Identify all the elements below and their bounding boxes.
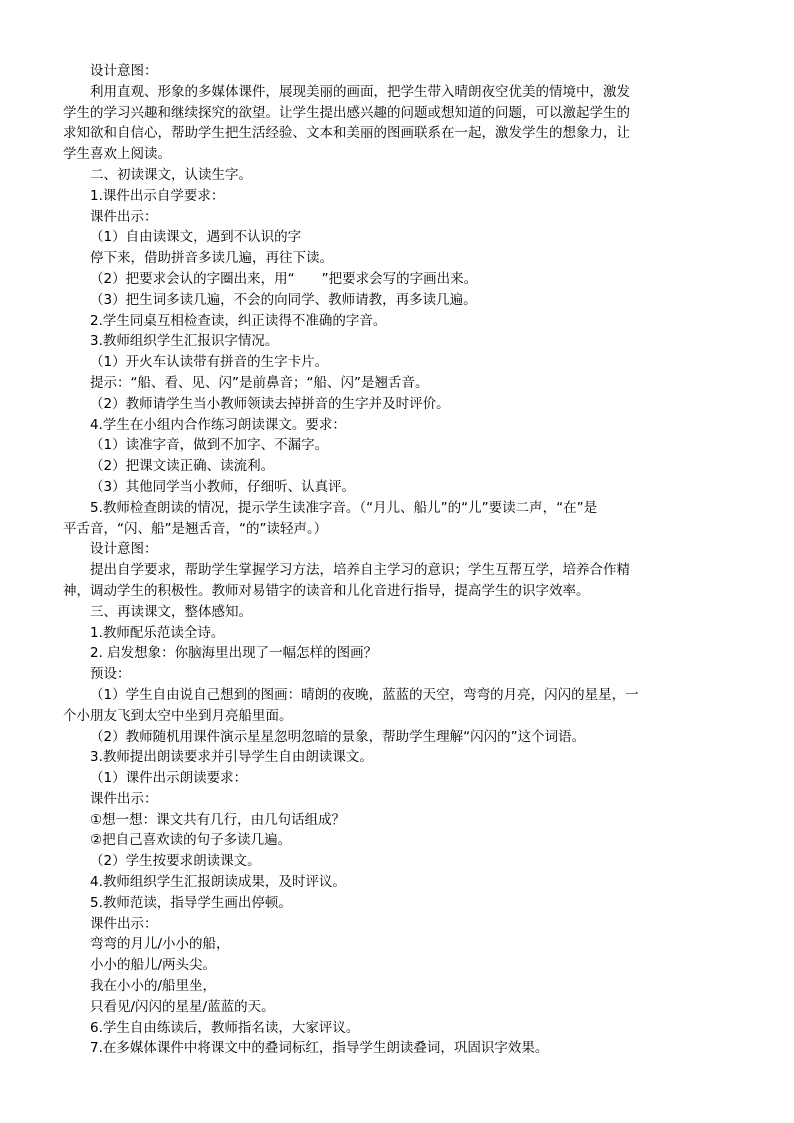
text-line: （2）把课文读正确、读流利。 xyxy=(90,458,275,475)
text-line: 预设： xyxy=(90,666,131,683)
text-line: 课件出示： xyxy=(90,208,158,225)
text-line: 设计意图： xyxy=(90,63,158,79)
text-line: （1）开火车认读带有拼音的生字卡片。 xyxy=(90,354,329,371)
text-line: （2）把要求会认的字圈出来，用“ ”把要求会写的字画出来。 xyxy=(90,270,478,287)
text-line: 提出自学要求，帮助学生掌握学习方法，培养自主学习的意识；学生互帮互学，培养合作精 xyxy=(90,562,630,579)
text-line: 3.教师提出朗读要求并引导学生自由朗读课文。 xyxy=(90,749,373,766)
text-line: 三、再读课文，整体感知。 xyxy=(90,603,252,620)
text-line: （3）把生词多读几遍，不会的向同学、教师请教，再多读几遍。 xyxy=(90,291,477,308)
text-line: 求知欲和自信心，帮助学生把生活经验、文本和美丽的图画联系在一起，激发学生的想象力，让 xyxy=(63,125,630,142)
text-line: 2.学生同桌互相检查读，纠正读得不准确的字音。 xyxy=(90,312,387,329)
text-line: （1）自由读课文，遇到不认识的字 xyxy=(90,229,302,246)
text-line: ②把自己喜欢读的句子多读几遍。 xyxy=(90,832,292,849)
text-line: 5.教师检查朗读的情况，提示学生读准字音。（“月儿、船儿”的“儿”要读二声，“在”是 xyxy=(90,499,598,516)
text-line: 学生的学习兴趣和继续探究的欲望。让学生提出感兴趣的问题或想知道的问题，可以激起学生的 xyxy=(63,104,630,121)
text-line: 平舌音，“闪、船”是翘舌音，“的”读轻声。） xyxy=(63,520,328,537)
text-line: 4.教师组织学生汇报朗读成果，及时评议。 xyxy=(90,874,346,891)
text-line: 个小朋友飞到太空中坐到月亮船里面。 xyxy=(63,707,293,724)
text-line: 5.教师范读，指导学生画出停顿。 xyxy=(90,894,292,911)
text-line: （2）教师请学生当小教师领读去掉拼音的生字并及时评价。 xyxy=(90,395,450,412)
text-line: 只看见/闪闪的星星/蓝蓝的天。 xyxy=(90,998,275,1015)
text-line: 弯弯的月儿/小小的船， xyxy=(90,936,230,953)
text-line: 停下来，借助拼音多读几遍，再往下读。 xyxy=(90,250,333,267)
text-line: 利用直观、形象的多媒体课件，展现美丽的画面，把学生带入晴朗夜空优美的情境中，激发 xyxy=(90,83,630,100)
text-line: 4.学生在小组内合作练习朗读课文。要求： xyxy=(90,416,346,433)
text-line: ①想一想：课文共有几行，由几句话组成？ xyxy=(90,811,346,828)
text-line: 3.教师组织学生汇报识字情况。 xyxy=(90,333,279,350)
text-line: 二、初读课文，认读生字。 xyxy=(90,166,252,183)
text-line: 6.学生自由练读后，教师指名读，大家评议。 xyxy=(90,1019,360,1036)
text-line: 小小的船儿/两头尖。 xyxy=(90,957,217,974)
text-line: 我在小小的/船里坐， xyxy=(90,978,217,995)
text-line: 7.在多媒体课件中将课文中的叠词标红，指导学生朗读叠词，巩固识字效果。 xyxy=(90,1040,549,1057)
text-line: 课件出示： xyxy=(90,790,158,807)
text-line: （3）其他同学当小教师，仔细听、认真评。 xyxy=(90,478,356,495)
text-line: 神，调动学生的积极性。教师对易错字的读音和儿化音进行指导，提高学生的识字效率。 xyxy=(63,582,590,599)
text-line: （1）学生自由说自己想到的图画：晴朗的夜晚，蓝蓝的天空，弯弯的月亮，闪闪的星星，一 xyxy=(90,686,639,703)
text-line: 学生喜欢上阅读。 xyxy=(63,146,171,163)
document-body xyxy=(63,61,733,1059)
text-line: 设计意图： xyxy=(90,541,158,558)
text-line: 1.教师配乐范读全诗。 xyxy=(90,624,225,641)
text-line: 1.课件出示自学要求： xyxy=(90,187,225,204)
text-line: 提示：“船、看、见、闪”是前鼻音；“船、闪”是翘舌音。 xyxy=(90,374,429,391)
text-line: （1）课件出示朗读要求： xyxy=(90,770,248,787)
text-line: （1）读准字音，做到不加字、不漏字。 xyxy=(90,437,329,454)
text-line: 课件出示： xyxy=(90,915,158,932)
text-line: （2）学生按要求朗读课文。 xyxy=(90,853,261,870)
text-line: （2）教师随机用课件演示星星忽明忽暗的景象，帮助学生理解“闪闪的”这个词语。 xyxy=(90,728,586,745)
text-line: 2. 启发想象：你脑海里出现了一幅怎样的图画？ xyxy=(90,645,378,662)
